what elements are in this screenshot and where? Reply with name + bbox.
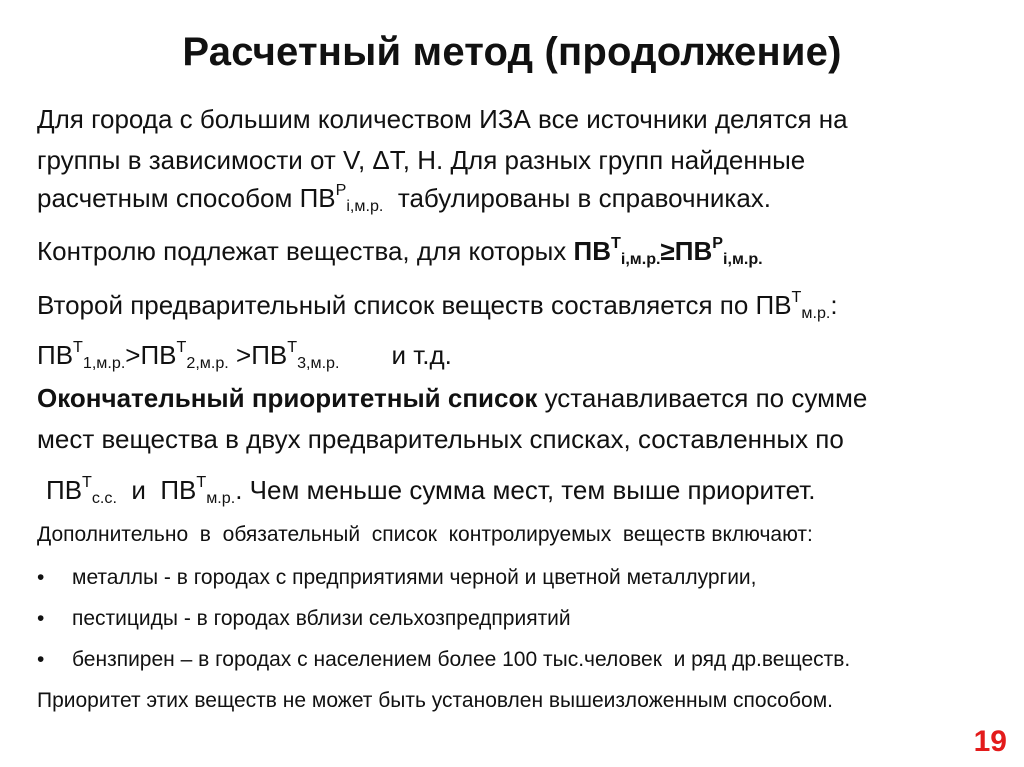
text-fragment: Контролю подлежат вещества, для которых <box>37 236 574 266</box>
bullet-item-pesticides <box>37 604 571 634</box>
superscript: Р <box>712 233 723 252</box>
text-fragment: и т.д. <box>391 340 452 370</box>
bullet-text: металлы - в городах с предприятиями черной и цветной металлургии, <box>72 566 757 589</box>
bullet-icon: • <box>37 607 45 630</box>
text-fragment: ПВ <box>46 475 83 505</box>
superscript: Т <box>73 337 83 356</box>
subscript: м.р. <box>801 304 831 323</box>
superscript: Т <box>176 337 187 356</box>
text-fragment: табулированы в справочниках. <box>383 183 772 213</box>
subscript: i,м.р. <box>723 250 763 269</box>
paragraph-5-line-1 <box>37 383 867 413</box>
bullet-item-metals <box>37 563 757 593</box>
text-fragment: : <box>830 290 838 320</box>
text-fragment: расчетным способом ПВ <box>37 183 336 213</box>
paragraph-1-line-1: Для города с большим количеством ИЗА все источники делятся на <box>37 104 848 134</box>
text-fragment: >ПВ <box>125 340 177 370</box>
superscript: Т <box>287 337 298 356</box>
subscript: 3,м.р. <box>297 354 340 373</box>
slide-title: Расчетный метод (продолжение) <box>182 30 842 74</box>
paragraph-1-line-3 <box>37 180 772 216</box>
superscript: Т <box>611 233 621 252</box>
text-fragment: ПВ <box>37 340 74 370</box>
subscript: 1,м.р. <box>82 354 126 373</box>
superscript: Р <box>335 180 347 199</box>
additional-list-intro: Дополнительно в обязательный список контролируемых веществ включают: <box>37 523 813 546</box>
paragraph-1-line-2: группы в зависимости от V, ΔT, H. Для разных групп найденные <box>37 145 806 175</box>
subscript: 2,м.р. <box>186 354 229 373</box>
text-fragment: Второй предварительный список веществ составляется по ПВ <box>37 290 792 320</box>
paragraph-3 <box>37 287 838 323</box>
subscript: i,м.р. <box>346 197 384 216</box>
text-fragment: и ПВ <box>116 475 197 505</box>
subscript: i,м.р. <box>620 250 661 269</box>
bullet-icon: • <box>37 566 45 589</box>
paragraph-5-line-2: мест вещества в двух предварительных списках, составленных по <box>37 424 844 454</box>
bullet-text: пестициды - в городах вблизи сельхозпредприятий <box>72 607 571 630</box>
formula-pv-t <box>573 233 763 269</box>
bold-phrase: Окончательный приоритетный список <box>37 383 538 413</box>
subscript: с.с. <box>91 489 117 508</box>
text-fragment: устанавливается по сумме <box>537 383 868 413</box>
text-fragment: >ПВ <box>228 340 288 370</box>
subscript: м.р. <box>206 489 236 508</box>
superscript: Т <box>82 472 92 491</box>
bullet-icon: • <box>37 648 45 671</box>
formula-text: ПВ <box>573 236 611 266</box>
bullet-text: бензпирен – в городах с населением более 100 тыс.человек и ряд др.веществ. <box>72 648 851 671</box>
formula-text: ≥ПВ <box>660 236 713 266</box>
superscript: Т <box>791 287 802 306</box>
bullet-item-benzpyrene <box>37 645 1024 675</box>
superscript: Т <box>196 472 207 491</box>
paragraph-4 <box>37 337 452 373</box>
text-fragment: . Чем меньше сумма мест, тем выше приоритет. <box>235 475 816 505</box>
paragraph-5-line-3 <box>46 472 816 508</box>
conclusion-text: Приоритет этих веществ не может быть установлен вышеизложенным способом. <box>37 689 833 712</box>
page-number: 19 <box>973 725 1007 758</box>
paragraph-2 <box>37 233 763 269</box>
